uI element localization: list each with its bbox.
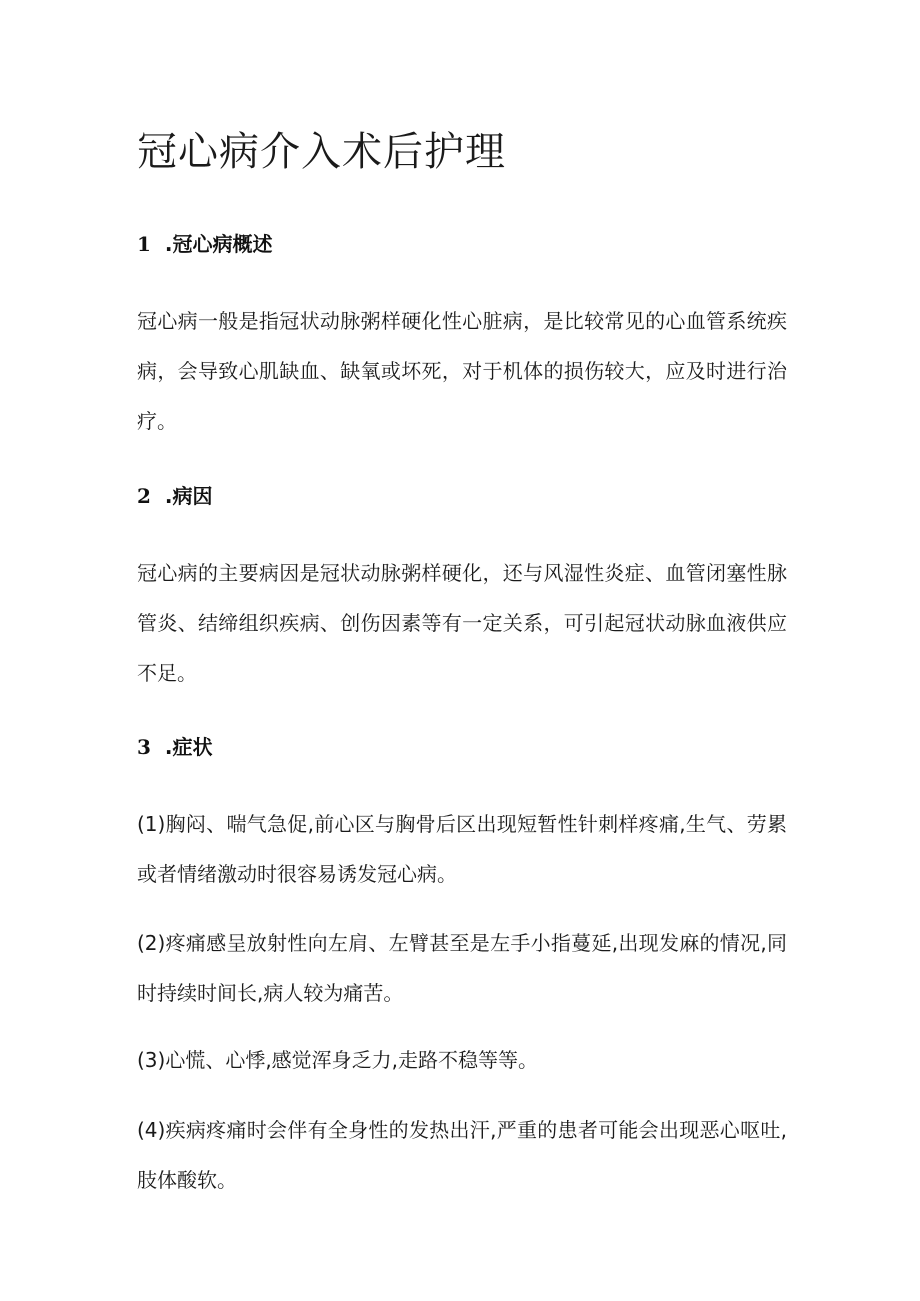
section-heading-causes (137, 482, 213, 510)
section-paragraph: 冠心病的主要病因是冠状动脉粥样硬化，还与风湿性炎症、血管闭塞性脉管炎、结缔组织疾病、创伤因素等有一定关系，可引起冠状动脉血液供应不足。 (137, 561, 787, 685)
symptom-item-2: (2)疼痛感呈放射性向左肩、左臂甚至是左手小指蔓延,出现发麻的情况,同时持续时间长,病人较为痛苦。 (137, 931, 787, 1005)
symptom-item-4: (4)疾病疼痛时会伴有全身性的发热出汗,严重的患者可能会出现恶心呕吐,肢体酸软。 (137, 1118, 787, 1192)
symptom-item-3: (3)心慌、心悸,感觉浑身乏力,走路不稳等等。 (137, 1048, 539, 1072)
section-number: 1 (137, 232, 151, 256)
section-number: 3 (137, 735, 151, 759)
section-title: .症状 (164, 735, 213, 759)
section-paragraph: 冠心病一般是指冠状动脉粥样硬化性心脏病，是比较常见的心血管系统疾病，会导致心肌缺血、缺氧或坏死，对于机体的损伤较大，应及时进行治疗。 (137, 309, 787, 433)
document-title: 冠心病介入术后护理 (137, 129, 506, 175)
section-heading-symptoms (137, 733, 213, 761)
section-heading-overview (137, 230, 273, 258)
section-title: .病因 (164, 484, 213, 508)
section-title: .冠心病概述 (164, 232, 273, 256)
symptom-item-1: (1)胸闷、喘气急促,前心区与胸骨后区出现短暂性针刺样疼痛,生气、劳累或者情绪激动时很容易诱发冠心病。 (137, 812, 787, 886)
section-number: 2 (137, 484, 151, 508)
